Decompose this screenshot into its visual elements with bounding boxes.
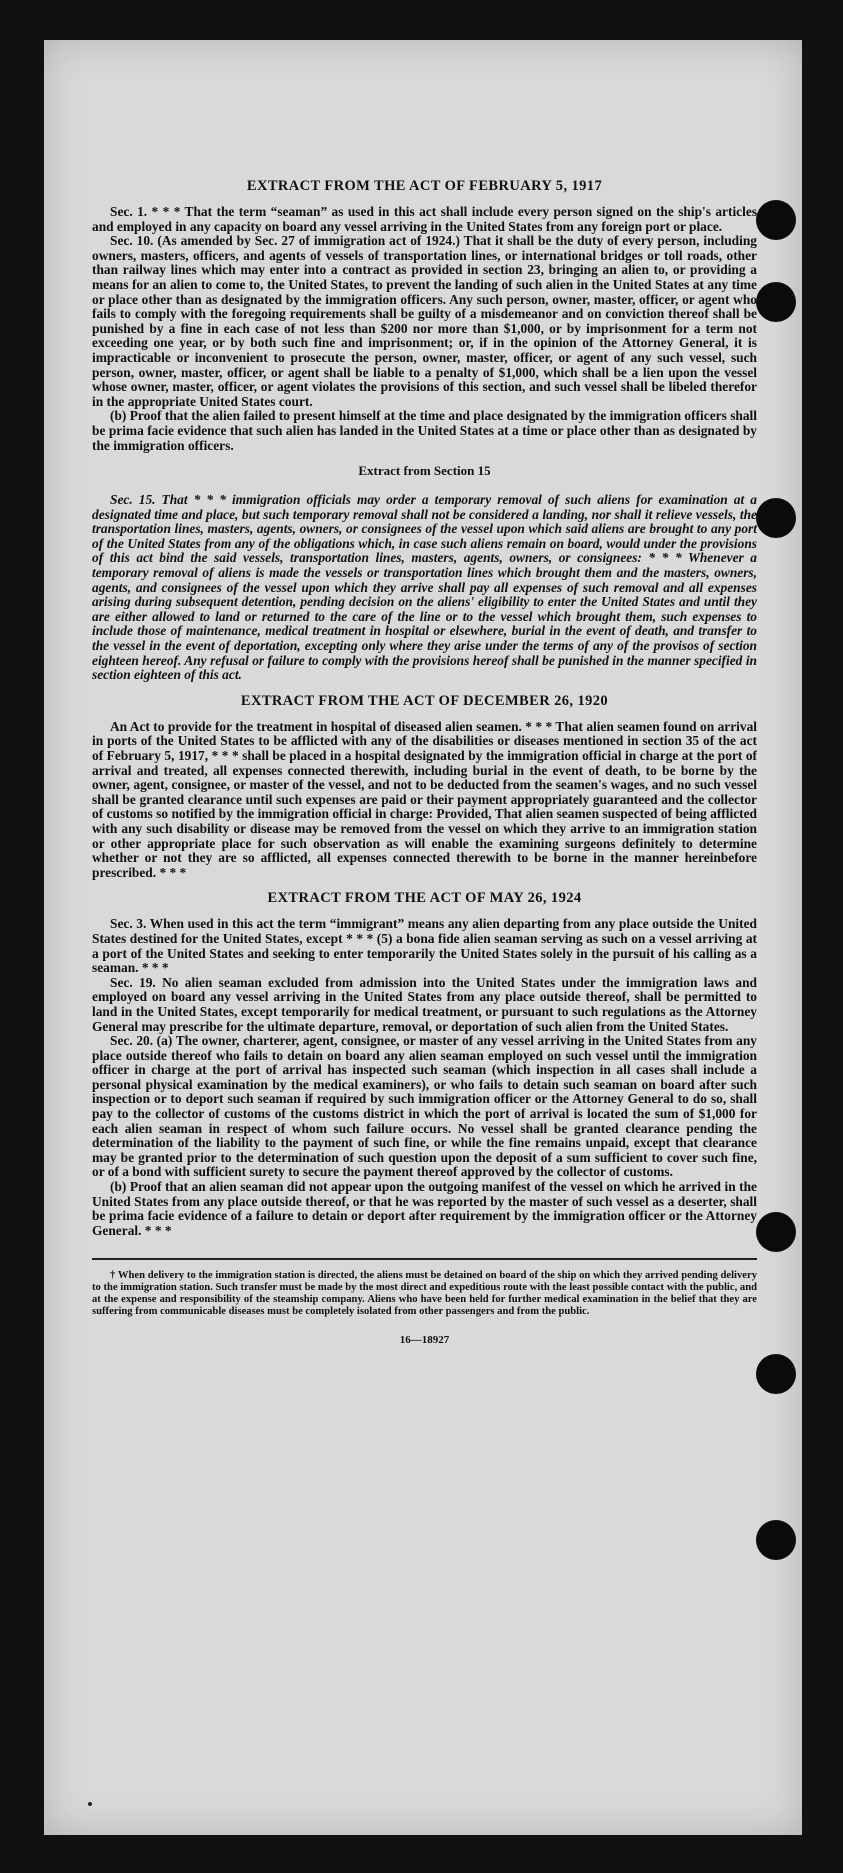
section-heading: EXTRACT FROM THE ACT OF MAY 26, 1924 — [267, 890, 582, 907]
punch-hole — [756, 1212, 796, 1252]
punch-hole — [756, 200, 796, 240]
paragraph: Sec. 20. (a) The owner, charterer, agent, consignee, or master of any vessel arriving in the United States from any place outside thereof who fails to detain on board any alien seaman employed on such vessel until the immigration officer in charge at the port of arrival has inspected such seaman (which inspection in all cases shall include a personal physical examination by the medical examiners), or who fails to detain such seaman on board after such inspection or to deport such seaman if required by such immigration officer or the Attorney General to do so, shall pay to the collector of customs of the customs district in which the port of arrival is located the sum of $1,000 for each alien seaman in respect of whom such failure occurs. No vessel shall be granted clearance pending the determination of the liability to the payment of such fine, or while the fine remains unpaid, except that clearance may be granted prior to the determination of such question upon the deposit of a sum sufficient to cover such fine, or of a bond with sufficient surety to secure the payment thereof approved by the collector of customs. — [92, 1033, 757, 1180]
section-heading: EXTRACT FROM THE ACT OF FEBRUARY 5, 1917 — [246, 178, 603, 194]
footnote-text: † When delivery to the immigration station is directed, the aliens must be detained on board of the ship on which they arrived pending delivery to the immigration station. Such transfer must be made by the most direct and expeditious route with the least possible contact with the public, and at the expense and responsibility of the steamship company. Aliens who have been held for further medical examination in the belief that they are suffering from communicable diseases must be completely isolated from other passengers and from the public. — [92, 1270, 757, 1317]
punch-hole — [756, 282, 796, 322]
page-number: 16—18927 — [399, 1333, 450, 1346]
paragraph: Sec. 3. When used in this act the term “immigrant” means any alien departing from any place outside the United States destined for the United States, except * * * (5) a bona fide alien seaman serving as such on a vessel arriving at a port of the United States and seeking to enter temporarily the United States solely in the pursuit of his calling as a seaman. * * * — [92, 916, 757, 976]
punch-hole — [756, 1520, 796, 1560]
footnote — [92, 1270, 757, 1317]
speck — [88, 1802, 92, 1806]
section-act-1917 — [92, 178, 757, 453]
section-act-1920 — [92, 693, 757, 881]
paragraph: (b) Proof that an alien seaman did not appear upon the outgoing manifest of the vessel on which he arrived in the United States from any place outside thereof, or that he was reported by the master of such vessel as a deserter, shall be prima facie evidence of a failure to detain or deport after requirement by the immigration officer or the Attorney General. * * * — [92, 1179, 757, 1238]
section-act-1924 — [92, 890, 757, 1238]
paragraph: Sec. 1. * * * That the term “seaman” as used in this act shall include every person signed on the ship's articles and employed in any capacity on board any vessel arriving in the United States from any foreign port or place. — [92, 204, 757, 234]
punch-hole — [756, 1354, 796, 1394]
paragraph: Sec. 19. No alien seaman excluded from admission into the United States under the immigration laws and employed on board any vessel arriving in the United States from any place outside thereof, shall be permitted to land in the United States, except temporarily for medical treatment, or pursuant to such regulations as the Attorney General may prescribe for the ultimate departure, removal, or deportation of such alien from the United States. — [92, 974, 757, 1034]
paragraph: An Act to provide for the treatment in hospital of diseased alien seamen. * * * That alien seamen found on arrival in ports of the United States to be afflicted with any of the disabilities or diseases mentioned in section 35 of the act of February 5, 1917, * * * shall be placed in a hospital designated by the immigration official in charge at the port of arrival and treated, all expenses connected therewith, including burial in the event of death, to be borne by the owner, agent, consignee, or master of the vessel, and not to be deducted from the seamen's wages, and no such vessel shall be granted clearance until such expenses are paid or their payment appropriately guaranteed and the collector of customs so notified by the immigration official in charge: Provided, That alien seamen suspected of being afflicted with any such disability or disease may be removed from the vessel on which they arrive to an immigration station or other appropriate place for such observation as will enable the examining surgeons definitely to determine whether or not they are so afflicted, all expenses connected therewith to be borne in the manner hereinbefore prescribed. * * * — [92, 718, 757, 880]
paragraph: Sec. 10. (As amended by Sec. 27 of immigration act of 1924.) That it shall be the duty of every person, including owners, masters, officers, and agents of vessels of transportation lines, or international bridges or toll roads, other than railway lines which may enter into a contract as provided in section 23, bringing an alien to, or providing a means for an alien to come to, the United States, to prevent the landing of such alien in the United States at any time or place other than as designated by the immigration officers. Any such person, owner, master, officer, or agent who fails to comply with the foregoing requirements shall be guilty of a misdemeanor and on conviction thereof shall be punished by a fine in each case of not less than $200 nor more than $1,000, or by imprisonment for a term not exceeding one year, or by both such fine and imprisonment; or, if in the opinion of the Attorney General, it is impracticable or inconvenient to prosecute the person, owner, master, officer, or agent of any such vessel, such person, owner, master, officer, or agent shall be liable to a penalty of $1,000, which shall be a lien upon the vessel whose owner, master, officer, or agent violates the provisions of this section, and such vessel shall be libeled therefor in the appropriate United States court. — [92, 233, 757, 409]
document-page — [44, 40, 802, 1835]
divider — [92, 1258, 757, 1260]
paragraph: (b) Proof that the alien failed to present himself at the time and place designated by the immigration officers shall be prima facie evidence that such alien has landed in the United States at a time or place other than as designated by the immigration officers. — [92, 408, 757, 453]
section-heading: EXTRACT FROM THE ACT OF DECEMBER 26, 1920 — [240, 692, 609, 709]
punch-hole — [756, 498, 796, 538]
section-heading: Extract from Section 15 — [358, 463, 491, 479]
section-15-extract — [92, 463, 757, 683]
paragraph: Sec. 15. That * * * immigration officials may order a temporary removal of such aliens for examination at a designated time and place, but such temporary removal shall not be considered a landing, nor shall it relieve vessels, the transportation lines, masters, agents, owners, or consignees of the vessel upon which said aliens are brought to any port of the United States from any of the obligations which, in case such aliens remain on board, would under the provisions of this act bind the said vessels, transportation lines, masters, agents, owners, or consignees: * * * Whenever a temporary removal of aliens is made the vessels or transportation lines which brought them and the masters, owners, agents, and consignees of the vessel upon which they arrive shall pay all expenses of such removal and all expenses arising during subsequent detention, pending decision on the aliens' eligibility to enter the United States and until they are either allowed to land or returned to the care of the line or to the vessel which brought them, such expenses to include those of maintenance, medical treatment in hospital or elsewhere, burial in the event of death, and transfer to the vessel in the event of deportation, excepting only where they arise under the terms of any of the provisos of section eighteen hereof. Any refusal or failure to comply with the provisions hereof shall be punished in the manner specified in section eighteen of this act. — [92, 492, 757, 683]
document-body — [92, 178, 757, 1346]
